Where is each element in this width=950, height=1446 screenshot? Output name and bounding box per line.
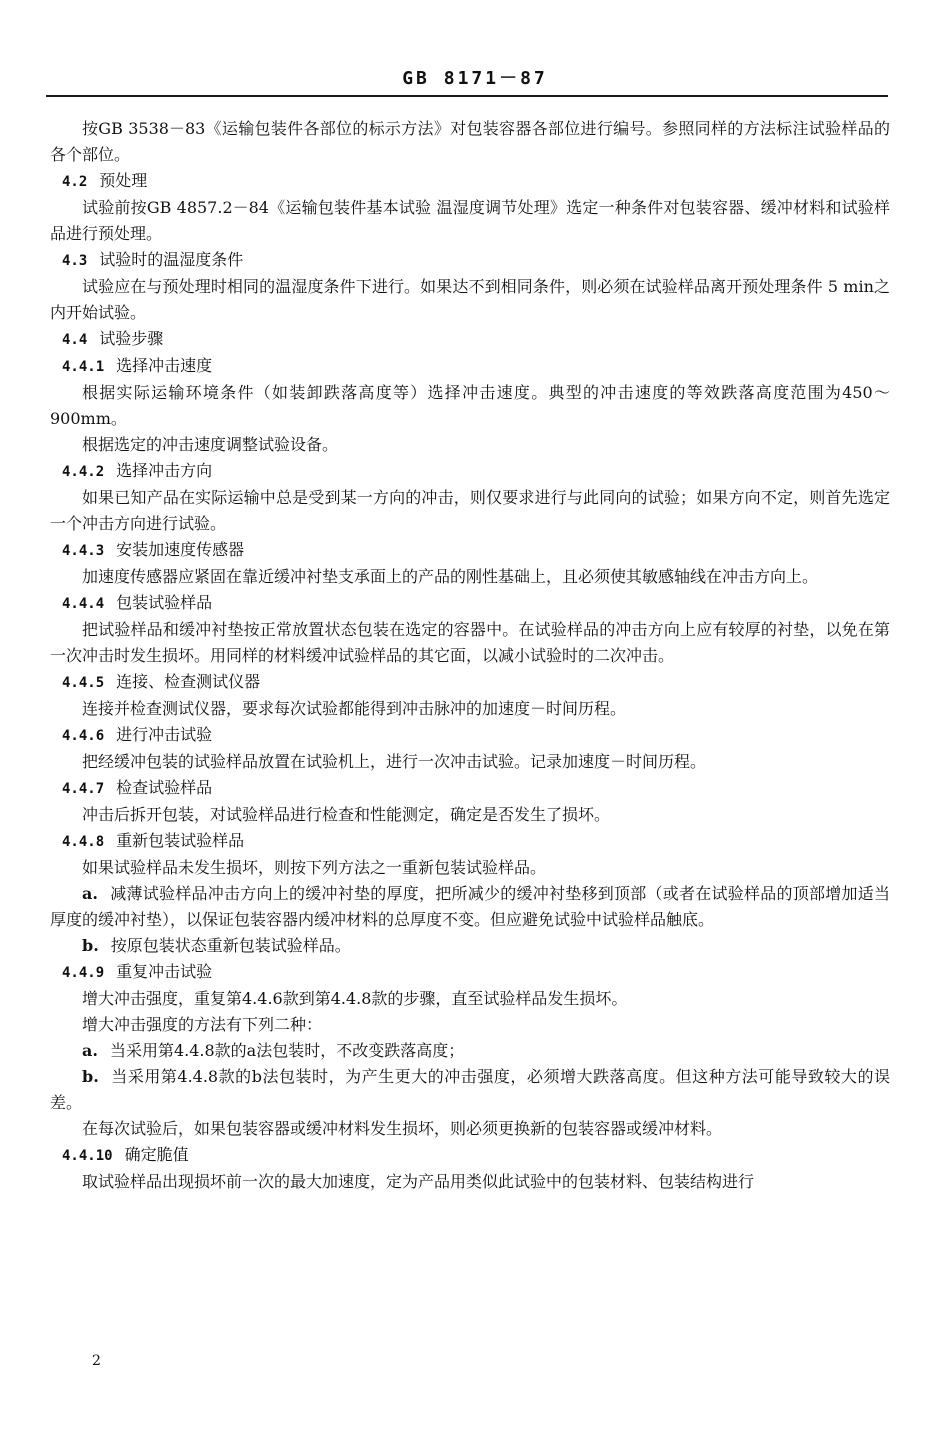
section-number: 4.4.7: [62, 781, 105, 797]
body-paragraph: 增大冲击强度，重复第4.4.6款到第4.4.8款的步骤，直至试验样品发生损坏。: [82, 989, 628, 1008]
body-paragraph: 根据选定的冲击速度调整试验设备。: [82, 435, 339, 454]
section-title: 试验时的温湿度条件: [99, 250, 244, 269]
body-paragraph: 如果试验样品未发生损坏，则按下列方法之一重新包装试验样品。: [82, 858, 547, 877]
section-title: 重新包装试验样品: [116, 831, 245, 850]
list-item: [50, 933, 890, 959]
section-title: 选择冲击方向: [116, 461, 213, 480]
list-item: [50, 1038, 890, 1064]
section-number: 4.3: [62, 253, 88, 269]
section-number: 4.4.8: [62, 834, 105, 850]
section-number: 4.4.6: [62, 728, 105, 744]
section-number: 4.4.5: [62, 675, 105, 691]
section-number: 4.4.1: [62, 359, 105, 375]
section-title: 重复冲击试验: [116, 962, 213, 981]
section-title: 确定脆值: [124, 1145, 189, 1164]
document-body: [50, 116, 890, 1195]
list-item-label: b.: [82, 936, 99, 955]
section-number: 4.4.3: [62, 543, 105, 559]
list-item: [50, 881, 890, 933]
body-paragraph: 冲击后拆开包装，对试验样品进行检查和性能测定，确定是否发生了损坏。: [82, 805, 611, 824]
section-heading: [50, 959, 890, 986]
body-paragraph: 加速度传感器应紧固在靠近缓冲衬垫支承面上的产品的刚性基础上，且必须使其敏感轴线在冲击方向上。: [82, 567, 819, 586]
section-title: 进行冲击试验: [116, 725, 213, 744]
body-paragraph: 按GB 3538－83《运输包装件各部位的标示方法》对包装容器各部位进行编号。参照同样的方法标注试验样品的各个部位。: [50, 119, 890, 164]
section-number: 4.2: [62, 174, 88, 190]
body-paragraph: 连接并检查测试仪器，要求每次试验都能得到冲击脉冲的加速度－时间历程。: [82, 699, 627, 718]
list-item-label: a.: [82, 1041, 98, 1060]
list-item-label: a.: [82, 884, 98, 903]
section-heading: [50, 1142, 890, 1169]
page-number: 2: [92, 1353, 101, 1369]
section-heading: [50, 722, 890, 749]
body-paragraph: 增大冲击强度的方法有下列二种：: [82, 1015, 323, 1034]
section-title: 安装加速度传感器: [116, 540, 245, 559]
list-item-label: b.: [82, 1067, 99, 1086]
section-heading: [50, 537, 890, 564]
section-title: 连接、检查测试仪器: [116, 672, 261, 691]
list-item-text: 当采用第4.4.8款的b法包装时，为产生更大的冲击强度，必须增大跌落高度。但这种方法可能导致较大的误差。: [50, 1067, 890, 1112]
section-heading: [50, 669, 890, 696]
section-title: 选择冲击速度: [116, 356, 213, 375]
section-number: 4.4: [62, 332, 88, 348]
body-paragraph: 把试验样品和缓冲衬垫按正常放置状态包装在选定的容器中。在试验样品的冲击方向上应有较厚的衬垫，以免在第一次冲击时发生损坏。用同样的材料缓冲试验样品的其它面，以减小试验时的二次冲击。: [50, 620, 890, 665]
header-rule: [46, 95, 888, 97]
section-number: 4.4.2: [62, 464, 105, 480]
body-paragraph: 根据实际运输环境条件（如装卸跌落高度等）选择冲击速度。典型的冲击速度的等效跌落高度范围为450～900mm。: [50, 383, 890, 428]
section-heading: [50, 590, 890, 617]
body-paragraph: 取试验样品出现损坏前一次的最大加速度，定为产品用类似此试验中的包装材料、包装结构进行: [82, 1172, 755, 1191]
section-number: 4.4.10: [62, 1148, 113, 1164]
list-item-text: 当采用第4.4.8款的a法包装时，不改变跌落高度；: [109, 1041, 465, 1060]
section-heading: [50, 168, 890, 195]
section-heading: [50, 326, 890, 353]
section-title: 预处理: [99, 171, 148, 190]
body-paragraph: 试验前按GB 4857.2－84《运输包装件基本试验 温湿度调节处理》选定一种条件对包装容器、缓冲材料和试验样品进行预处理。: [50, 198, 890, 243]
section-heading: [50, 247, 890, 274]
section-title: 试验步骤: [99, 329, 164, 348]
list-item-text: 减薄试验样品冲击方向上的缓冲衬垫的厚度，把所减少的缓冲衬垫移到顶部（或者在试验样品的顶部增加适当厚度的缓冲衬垫），以保证包装容器内缓冲材料的总厚度不变。但应避免试验中试验样品触底。: [50, 884, 890, 929]
section-title: 检查试验样品: [116, 778, 213, 797]
section-number: 4.4.9: [62, 965, 105, 981]
body-paragraph: 在每次试验后，如果包装容器或缓冲材料发生损坏，则必须更换新的包装容器或缓冲材料。: [82, 1119, 723, 1138]
section-heading: [50, 353, 890, 380]
body-paragraph: 试验应在与预处理时相同的温湿度条件下进行。如果达不到相同条件，则必须在试验样品离开预处理条件 5 min之内开始试验。: [50, 277, 890, 322]
body-paragraph: 如果已知产品在实际运输中总是受到某一方向的冲击，则仅要求进行与此同向的试验；如果方向不定，则首先选定一个冲击方向进行试验。: [50, 488, 890, 533]
list-item: [50, 1064, 890, 1116]
section-heading: [50, 828, 890, 855]
standard-code-header: GB 8171－87: [402, 68, 548, 89]
list-item-text: 按原包装状态重新包装试验样品。: [110, 936, 351, 955]
section-heading: [50, 458, 890, 485]
section-heading: [50, 775, 890, 802]
section-title: 包装试验样品: [116, 593, 213, 612]
section-number: 4.4.4: [62, 596, 105, 612]
body-paragraph: 把经缓冲包装的试验样品放置在试验机上，进行一次冲击试验。记录加速度－时间历程。: [82, 752, 707, 771]
